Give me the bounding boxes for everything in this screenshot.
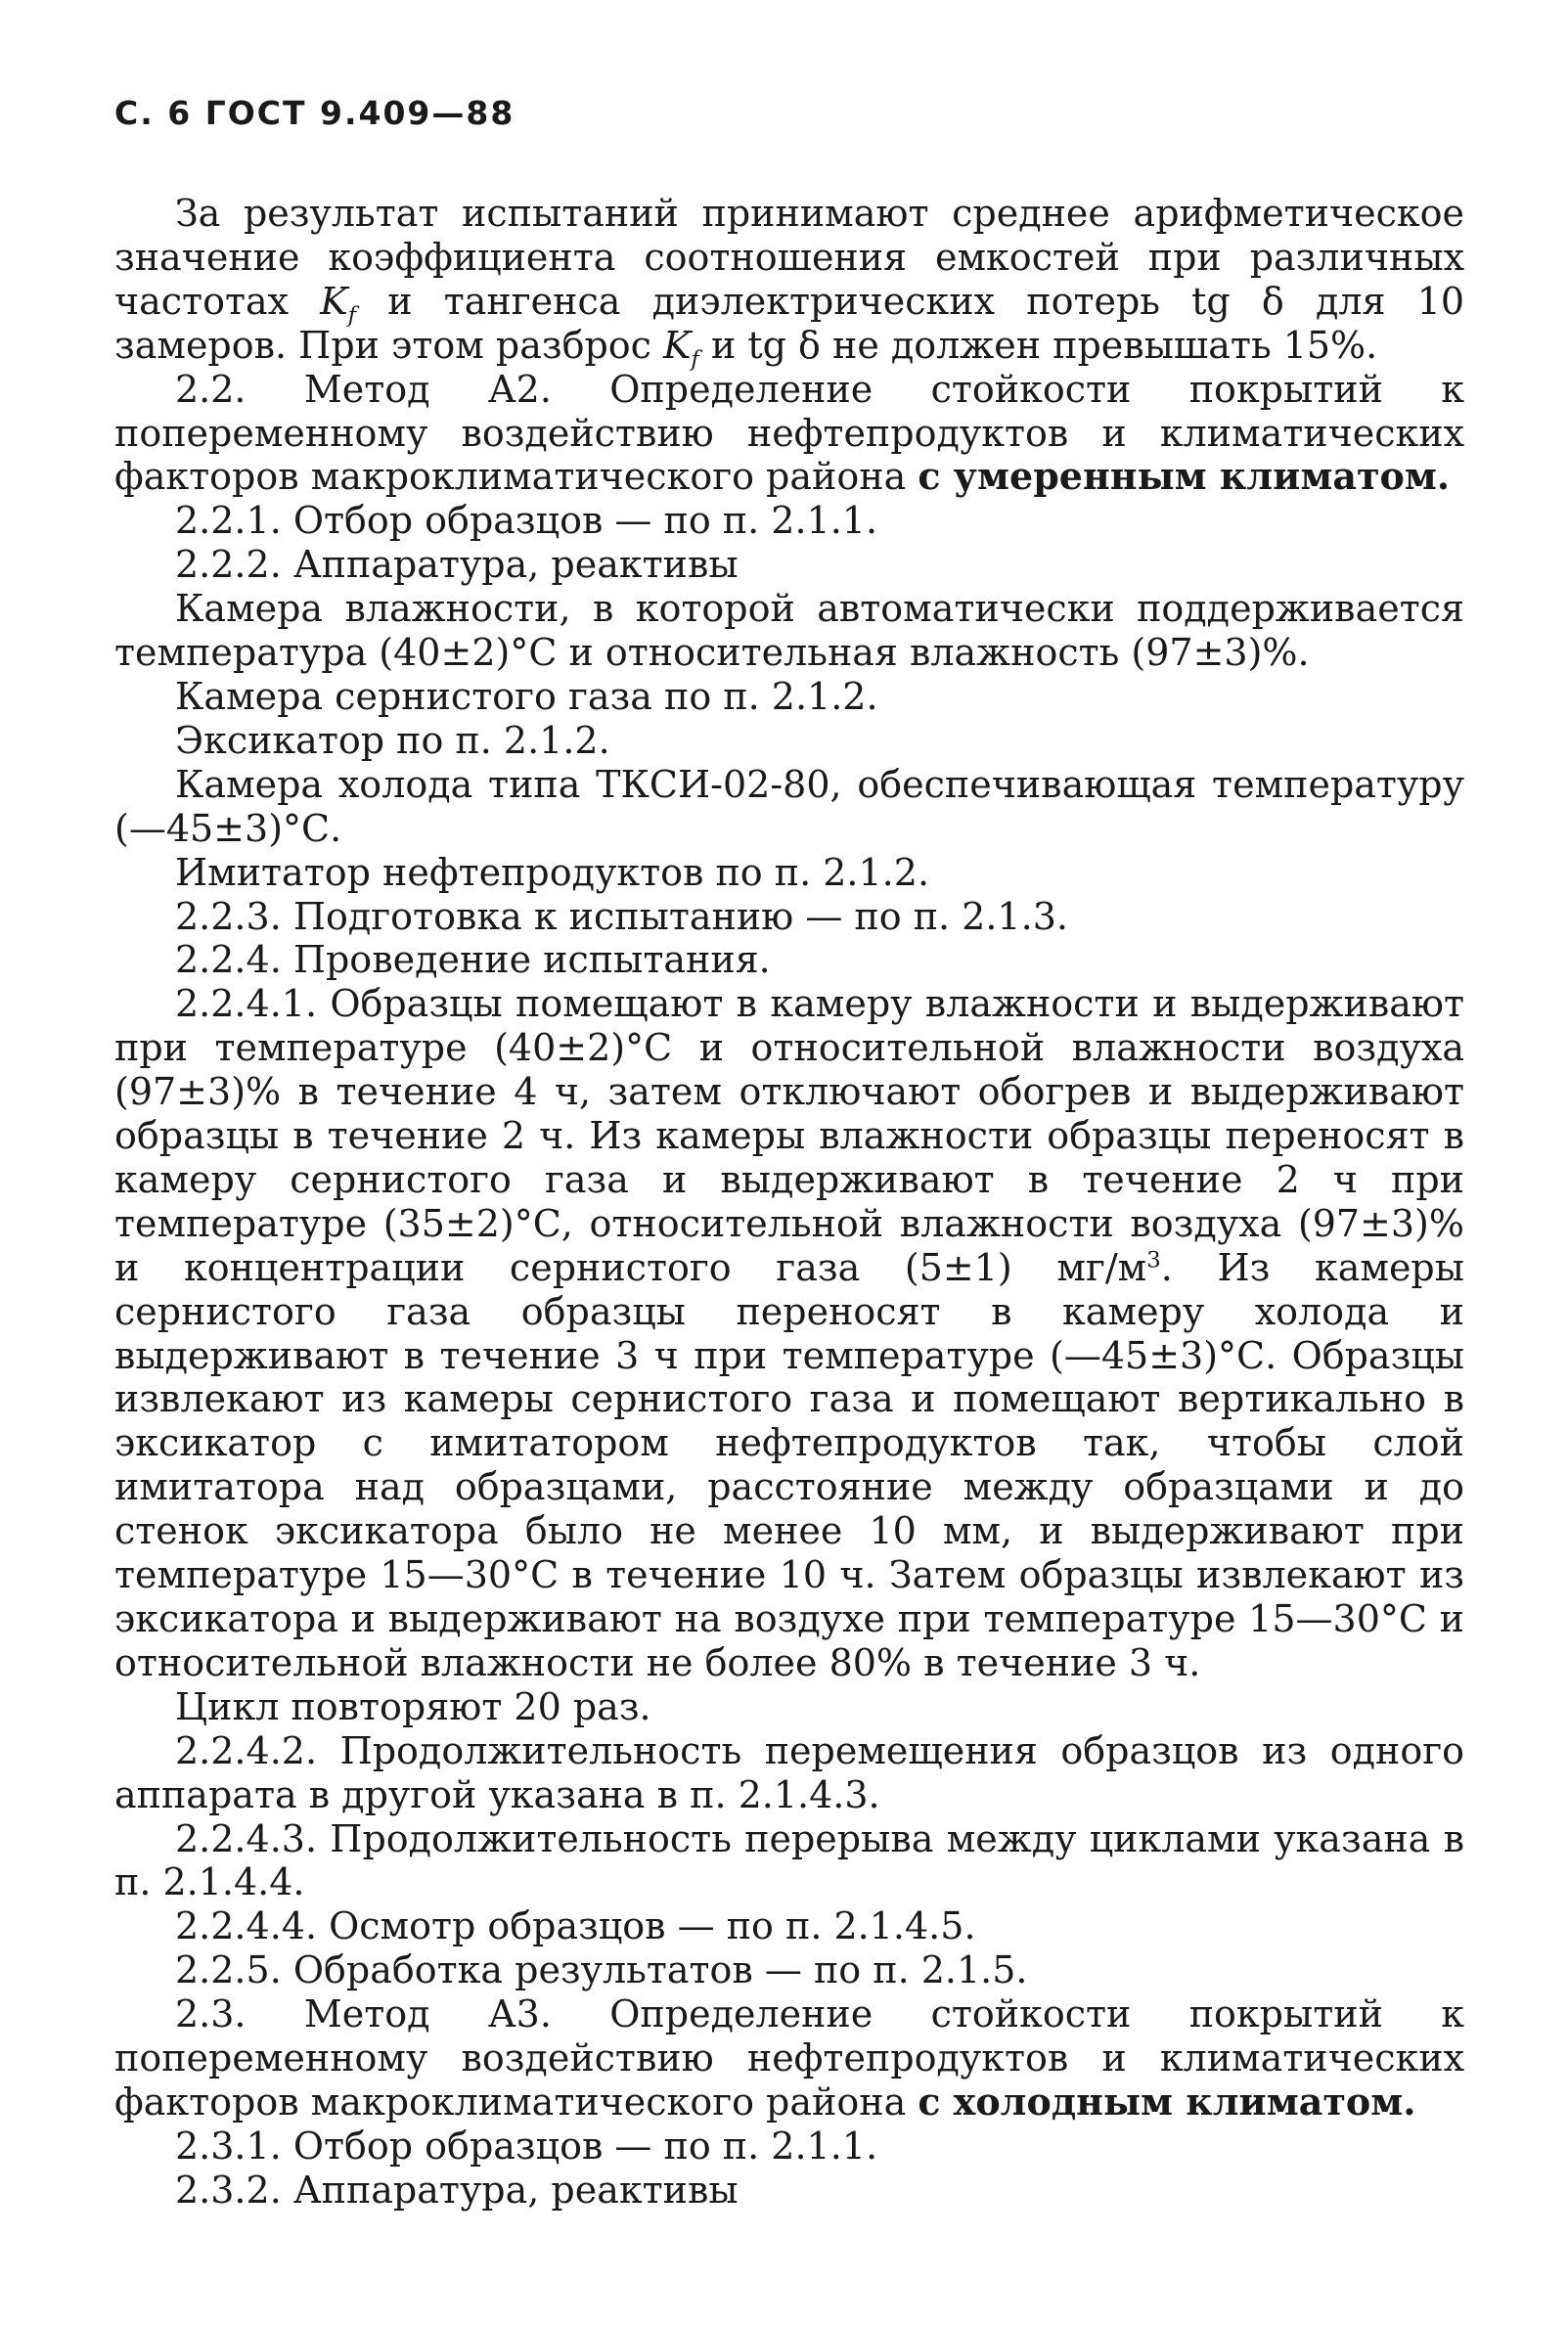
section-2-2-4-2: 2.2.4.2. Продолжительность перемещения образцов из одного аппарата в другой указана в п. 2.1.4.3.: [114, 1728, 1464, 1816]
text: и тангенса диэлектрических потерь tg δ для 10 замеров. При этом разброс: [114, 279, 1464, 367]
section-2-2-4-4: 2.2.4.4. Осмотр образцов — по п. 2.1.4.5.: [175, 1904, 976, 1948]
equipment-humidity-chamber: Камера влажности, в которой автоматически поддерживается температура (40±2)°С и относительная влажность (97±3)%.: [114, 587, 1464, 675]
text: и tg δ не должен превышать 15%.: [698, 323, 1378, 367]
section-2-2: 2.2. Метод А2. Определение стойкости покрытий к попеременному воздействию нефтепродуктов и климатических факторов макроклиматического района с умеренным климатом.: [114, 367, 1464, 499]
equipment-desiccator: Эксикатор по п. 2.1.2.: [175, 718, 610, 762]
symbol-kf: K: [320, 279, 348, 323]
symbol-kf-sub: f: [347, 302, 357, 329]
section-2-3-2: 2.3.2. Аппаратура, реактивы: [175, 2168, 739, 2212]
page-header: С. 6 ГОСТ 9.409—88: [114, 94, 515, 132]
section-2-2-3: 2.2.3. Подготовка к испытанию — по п. 2.1.3.: [175, 894, 1068, 938]
document-body: [114, 192, 1464, 2213]
equipment-oil-simulator: Имитатор нефтепродуктов по п. 2.1.2.: [175, 850, 930, 894]
section-2-2-2: 2.2.2. Аппаратура, реактивы: [175, 543, 739, 587]
equipment-cold-chamber: Камера холода типа ТКСИ-02-80, обеспечивающая температуру (—45±3)°С.: [114, 762, 1464, 850]
section-2-3: 2.3. Метод А3. Определение стойкости покрытий к попеременному воздействию нефтепродуктов и климатических факторов макроклиматического района с холодным климатом.: [114, 1992, 1464, 2124]
section-2-2-4-3: 2.2.4.3. Продолжительность перерыва между циклами указана в п. 2.1.4.4.: [114, 1816, 1464, 1904]
text: За результат испытаний принимают среднее арифметическое значение коэффициента соотношения емкостей при различных частотах: [114, 192, 1464, 323]
text: 2.2.4.1. Образцы помещают в камеру влажности и выдерживают при температуре (40±2)°С и относительной влажности воздуха (97±3)% в течение 4 ч, затем отключают обогрев и выдерживают образцы в течение 2 ч. Из камеры влажности образцы переносят в камеру сернистого газа и выдерживают в течение 2 ч при температуре (35±2)°С, относительной влажности воздуха (97±3)% и концентрации сернистого газа (5±1) мг/м: [114, 982, 1464, 1289]
section-2-3-1: 2.3.1. Отбор образцов — по п. 2.1.1.: [175, 2124, 878, 2168]
superscript: 3: [1146, 1247, 1161, 1274]
text: . Из камеры сернистого газа образцы переносят в камеру холода и выдерживают в течение 3 ч при температуре (—45±3)°С. Образцы извлекают из камеры сернистого газа и помещают вертикально в эксикатор с имитатором нефтепродуктов так, чтобы слой имитатора над образцами, расстояние между образцами и до стенок эксикатора было не менее 10 мм, и выдерживают при температуре 15—30°С в течение 10 ч. Затем образцы извлекают из эксикатора и выдерживают на воздухе при температуре 15—30°С и относительной влажности не более 80% в течение 3 ч.: [114, 1245, 1464, 1684]
symbol-kf-sub: f: [691, 346, 699, 373]
equipment-sulfur-chamber: Камера сернистого газа по п. 2.1.2.: [175, 674, 878, 718]
symbol-kf: K: [663, 323, 692, 367]
section-2-2-4: 2.2.4. Проведение испытания.: [175, 938, 771, 982]
bold-phrase: с холодным климатом.: [918, 2079, 1416, 2124]
bold-phrase: с умеренным климатом.: [918, 454, 1451, 499]
section-2-2-5: 2.2.5. Обработка результатов — по п. 2.1.5.: [175, 1948, 1028, 1992]
section-2-2-4-1: [114, 982, 1464, 1685]
section-2-2-1: 2.2.1. Отбор образцов — по п. 2.1.1.: [175, 499, 878, 543]
cycle-note: Цикл повторяют 20 раз.: [175, 1684, 651, 1728]
paragraph-result: [114, 192, 1464, 373]
